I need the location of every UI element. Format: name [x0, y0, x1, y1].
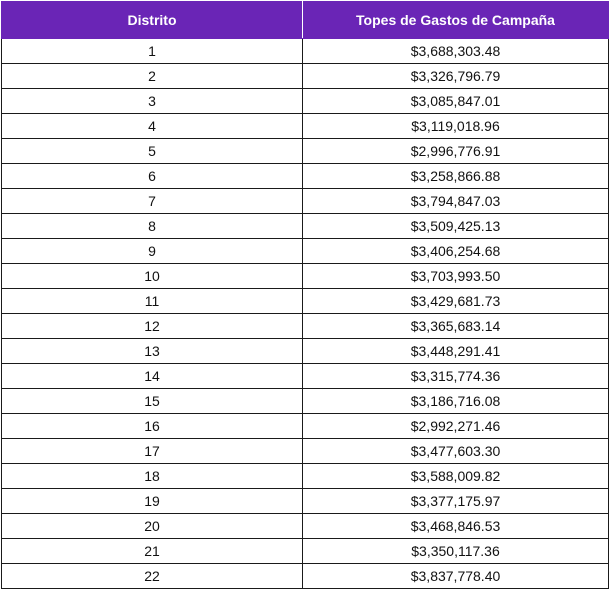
district-number-cell: 3	[2, 89, 303, 114]
district-number-cell: 1	[2, 39, 303, 64]
table-row	[2, 214, 609, 239]
table-row	[2, 289, 609, 314]
table-row	[2, 514, 609, 539]
district-number-cell: 22	[2, 564, 303, 589]
district-number-cell: 21	[2, 539, 303, 564]
table-row	[2, 64, 609, 89]
table-row	[2, 414, 609, 439]
district-number-cell: 2	[2, 64, 303, 89]
table-row	[2, 564, 609, 589]
table-body	[2, 39, 609, 589]
spending-cap-cell: $3,468,846.53	[303, 514, 609, 539]
header-distrito: Distrito	[2, 2, 303, 39]
table-row	[2, 364, 609, 389]
spending-cap-cell: $3,794,847.03	[303, 189, 609, 214]
table-row	[2, 264, 609, 289]
spending-cap-cell: $3,429,681.73	[303, 289, 609, 314]
spending-cap-cell: $3,085,847.01	[303, 89, 609, 114]
table-row	[2, 139, 609, 164]
spending-cap-cell: $2,992,271.46	[303, 414, 609, 439]
table-row	[2, 114, 609, 139]
spending-cap-cell: $3,703,993.50	[303, 264, 609, 289]
spending-cap-cell: $3,365,683.14	[303, 314, 609, 339]
district-number-cell: 4	[2, 114, 303, 139]
table-row	[2, 89, 609, 114]
spending-cap-cell: $3,588,009.82	[303, 464, 609, 489]
spending-cap-cell: $3,509,425.13	[303, 214, 609, 239]
table-row	[2, 314, 609, 339]
table-row	[2, 189, 609, 214]
spending-cap-cell: $3,326,796.79	[303, 64, 609, 89]
district-number-cell: 19	[2, 489, 303, 514]
spending-cap-cell: $3,315,774.36	[303, 364, 609, 389]
district-number-cell: 12	[2, 314, 303, 339]
spending-cap-cell: $3,258,866.88	[303, 164, 609, 189]
table-row	[2, 539, 609, 564]
district-number-cell: 13	[2, 339, 303, 364]
spending-cap-cell: $3,688,303.48	[303, 39, 609, 64]
table-row	[2, 489, 609, 514]
district-number-cell: 16	[2, 414, 303, 439]
district-number-cell: 14	[2, 364, 303, 389]
table-row	[2, 339, 609, 364]
table-row	[2, 164, 609, 189]
header-row	[2, 2, 609, 39]
table-header	[2, 2, 609, 39]
district-number-cell: 20	[2, 514, 303, 539]
table-row	[2, 389, 609, 414]
district-number-cell: 6	[2, 164, 303, 189]
table-row	[2, 439, 609, 464]
spending-cap-cell: $3,186,716.08	[303, 389, 609, 414]
spending-cap-cell: $3,477,603.30	[303, 439, 609, 464]
spending-cap-cell: $3,448,291.41	[303, 339, 609, 364]
campaign-spending-table	[1, 1, 609, 589]
district-number-cell: 9	[2, 239, 303, 264]
district-number-cell: 8	[2, 214, 303, 239]
district-number-cell: 17	[2, 439, 303, 464]
table-row	[2, 39, 609, 64]
header-topes-gastos: Topes de Gastos de Campaña	[303, 2, 609, 39]
spending-cap-cell: $2,996,776.91	[303, 139, 609, 164]
district-number-cell: 7	[2, 189, 303, 214]
table-row	[2, 239, 609, 264]
district-number-cell: 18	[2, 464, 303, 489]
district-number-cell: 15	[2, 389, 303, 414]
table-row	[2, 464, 609, 489]
spending-cap-cell: $3,350,117.36	[303, 539, 609, 564]
spending-cap-cell: $3,119,018.96	[303, 114, 609, 139]
spending-cap-cell: $3,377,175.97	[303, 489, 609, 514]
spending-cap-cell: $3,837,778.40	[303, 564, 609, 589]
district-number-cell: 10	[2, 264, 303, 289]
district-number-cell: 5	[2, 139, 303, 164]
district-number-cell: 11	[2, 289, 303, 314]
spending-cap-cell: $3,406,254.68	[303, 239, 609, 264]
